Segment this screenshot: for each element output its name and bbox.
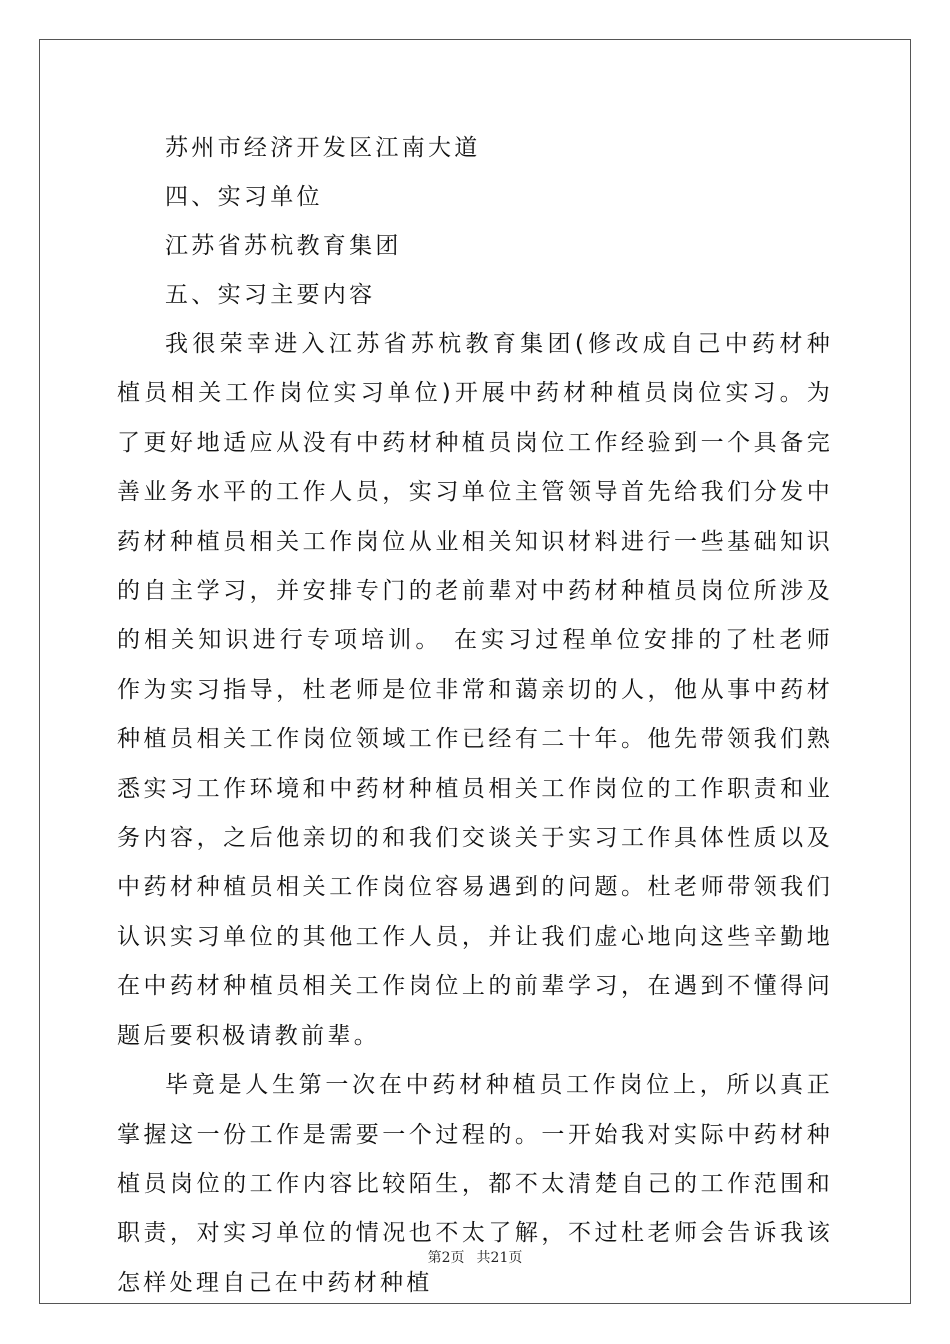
- body-paragraph-1: 我很荣幸进入江苏省苏杭教育集团(修改成自己中药材种植员相关工作岗位实习单位)开展中药材种植员岗位实习。为了更好地适应从没有中药材种植员岗位工作经验到一个具备完善业务水平的工作人员，实习单位主管领导首先给我们分发中药材种植员相关工作岗位从业相关知识材料进行一些基础知识的自主学习，并安排专门的老前辈对中药材种植员岗位所涉及的相关知识进行专项培训。 在实习过程单位安排的了杜老师作为实习指导，杜老师是位非常和蔼亲切的人，他从事中药材种植员相关工作岗位领域工作已经有二十年。他先带领我们熟悉实习工作环境和中药材种植员相关工作岗位的工作职责和业务内容，之后他亲切的和我们交谈关于实习工作具体性质以及中药材种植员相关工作岗位容易遇到的问题。杜老师带领我们认识实习单位的其他工作人员，并让我们虚心地向这些辛勤地在中药材种植员相关工作岗位上的前辈学习，在遇到不懂得问题后要积极请教前辈。: [117, 331, 833, 1049]
- page-footer: [0, 1247, 950, 1267]
- section-heading-4: 四、实习单位: [165, 184, 323, 210]
- section-heading-5: 五、实习主要内容: [165, 282, 376, 308]
- address-line: 苏州市经济开发区江南大道: [165, 135, 481, 161]
- page-number: 第2页: [427, 1250, 465, 1266]
- document-body: [117, 124, 833, 1308]
- body-paragraph-2: 毕竟是人生第一次在中药材种植员工作岗位上，所以真正掌握这一份工作是需要一个过程的。一开始我对实际中药材种植员岗位的工作内容比较陌生，都不太清楚自己的工作范围和职责，对实习单位的情况也不太了解，不过杜老师会告诉我该怎样处理自己在中药材种植: [117, 1072, 833, 1296]
- page-total: 共21页: [476, 1250, 523, 1266]
- organization-line: 江苏省苏杭教育集团: [165, 233, 402, 259]
